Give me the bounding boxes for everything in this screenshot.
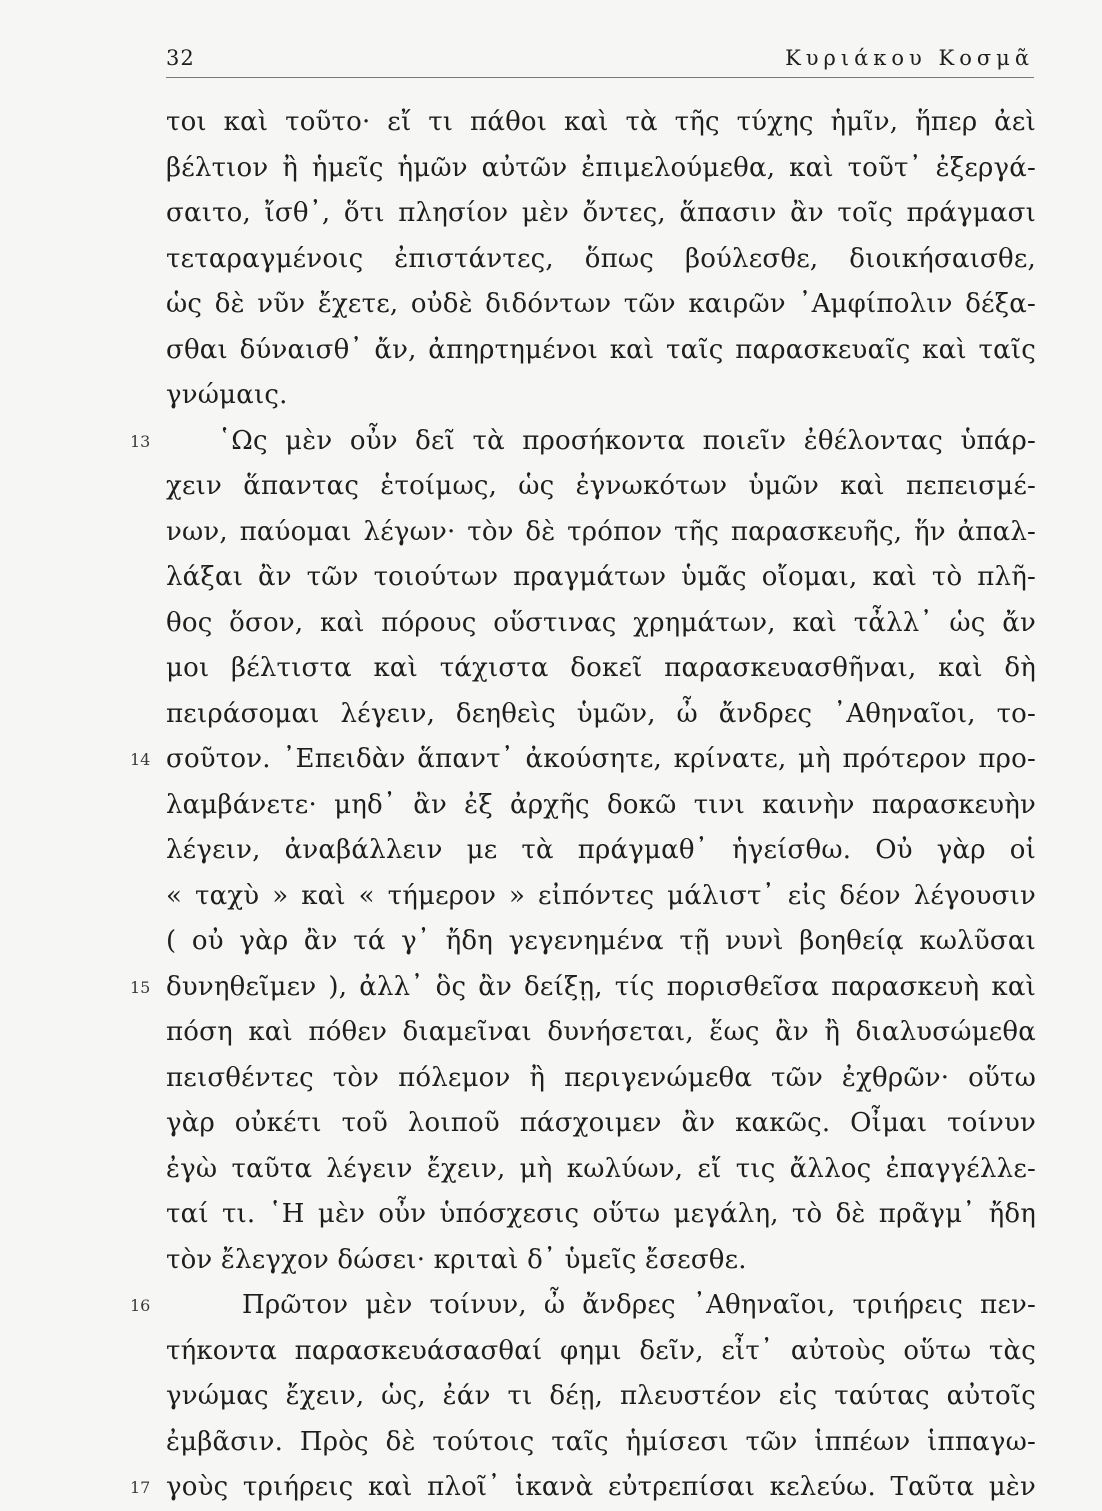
line-text: τὸν ἔλεγχον δώσει· κριταὶ δ᾽ ὑμεῖς ἔσεσθε. (166, 1244, 747, 1275)
text-line (166, 919, 1036, 965)
section-number: 14 (130, 750, 151, 769)
line-text: δυνηθεῖμεν ), ἀλλ᾽ ὃς ἂν δείξῃ, τίς πορισθεῖσα παρασκευὴ καὶ (166, 971, 1036, 1002)
line-text: λαμβάνετε· μηδ᾽ ἂν ἐξ ἀρχῆς δοκῶ τινι καινὴν παρασκευὴν (166, 789, 1036, 820)
text-line (166, 1101, 1036, 1147)
text-line (166, 555, 1036, 601)
section-number: 13 (130, 431, 151, 451)
line-text: γνώμας ἔχειν, ὡς, ἐάν τι δέῃ, πλευστέον εἰς ταύτας αὐτοῖς (166, 1381, 1036, 1411)
page-number: 32 (166, 46, 195, 70)
line-text: λέγειν, ἀναβάλλειν με τὰ πράγμαθ᾽ ἡγείσθω. Οὐ γὰρ οἱ (166, 835, 1036, 865)
line-text: πειράσομαι λέγειν, δεηθεὶς ὑμῶν, ὦ ἄνδρες ᾿Αθηναῖοι, το- (166, 698, 1036, 729)
line-text: ( οὐ γὰρ ἂν τά γ᾽ ἤδη γεγενημένα τῇ νυνὶ βοηθείᾳ κωλῦσαι (166, 926, 1036, 956)
text-line (166, 191, 1036, 237)
text-line (166, 146, 1036, 192)
text-line (166, 1010, 1036, 1056)
text-line (166, 328, 1036, 374)
text-line (166, 1238, 1036, 1284)
text-line (130, 1283, 1036, 1329)
line-text: τοι καὶ τοῦτο· εἴ τι πάθοι καὶ τὰ τῆς τύχης ἡμῖν, ἥπερ ἀεὶ (166, 107, 1036, 137)
text-line (130, 1465, 1036, 1511)
text-line (166, 282, 1036, 328)
text-line (166, 646, 1036, 692)
text-line (166, 464, 1036, 510)
line-text: γὰρ οὐκέτι τοῦ λοιποῦ πάσχοιμεν ἂν κακῶς. Οἶμαι τοίνυν (166, 1108, 1036, 1138)
text-line (166, 1192, 1036, 1238)
line-text: ὡς δὲ νῦν ἔχετε, οὐδὲ διδόντων τῶν καιρῶν ᾿Αμφίπολιν δέξα- (166, 289, 1036, 319)
section-number: 16 (130, 1296, 151, 1315)
line-text: Πρῶτον μὲν τοίνυν, ὦ ἄνδρες ᾿Αθηναῖοι, τριήρεις πεν- (242, 1290, 1036, 1320)
line-text: πόση καὶ πόθεν διαμεῖναι δυνήσεται, ἕως ἂν ἢ διαλυσώμεθα (166, 1017, 1036, 1047)
page-header (166, 44, 1034, 80)
body-text (130, 100, 1036, 1511)
text-line (166, 601, 1036, 647)
header-rule (166, 77, 1034, 78)
line-text: πεισθέντες τὸν πόλεμον ἢ περιγενώμεθα τῶν ἐχθρῶν· οὕτω (166, 1062, 1036, 1093)
line-text: ἐγὼ ταῦτα λέγειν ἔχειν, μὴ κωλύων, εἴ τις ἄλλος ἐπαγγέλλε- (166, 1153, 1036, 1184)
line-text: σαιτο, ἴσθ᾽, ὅτι πλησίον μὲν ὄντες, ἅπασιν ἂν τοῖς πράγμασι (166, 198, 1036, 228)
text-line (166, 1147, 1036, 1193)
line-text: τήκοντα παρασκευάσασθαί φημι δεῖν, εἶτ᾽ αὐτοὺς οὕτω τὰς (166, 1335, 1036, 1366)
running-head: Κυριάκου Κοσμᾶ (785, 46, 1034, 70)
text-line (130, 419, 1036, 465)
line-text: ῾Ως μὲν οὖν δεῖ τὰ προσήκοντα ποιεῖν ἐθέλοντας ὑπάρ- (218, 425, 1036, 456)
line-text: θος ὅσον, καὶ πόρους οὕστινας χρημάτων, καὶ τἆλλ᾽ ὡς ἄν (166, 607, 1036, 638)
text-line (166, 1056, 1036, 1102)
text-line (166, 510, 1036, 556)
text-line (166, 874, 1036, 920)
line-text: τεταραγμένοις ἐπιστάντες, ὅπως βούλεσθε, διοικήσαισθε, (166, 243, 1036, 274)
line-text: ἐμβᾶσιν. Πρὸς δὲ τούτοις ταῖς ἡμίσεσι τῶν ἱππέων ἱππαγω- (166, 1426, 1036, 1457)
text-line (166, 783, 1036, 829)
text-line (166, 692, 1036, 738)
line-text: σοῦτον. ᾿Επειδὰν ἅπαντ᾽ ἀκούσητε, κρίνατε, μὴ πρότερον προ- (166, 744, 1036, 774)
text-line (130, 965, 1036, 1011)
text-line (166, 1420, 1036, 1466)
text-line (166, 828, 1036, 874)
line-text: χειν ἅπαντας ἑτοίμως, ὡς ἐγνωκότων ὑμῶν καὶ πεπεισμέ- (166, 471, 1036, 501)
line-text: « ταχὺ » καὶ « τήμερον » εἰπόντες μάλιστ᾽ εἰς δέον λέγουσιν (166, 880, 1036, 911)
text-line (166, 1374, 1036, 1420)
line-text: βέλτιον ἢ ἡμεῖς ἡμῶν αὐτῶν ἐπιμελούμεθα, καὶ τοῦτ᾽ ἐξεργά- (166, 152, 1036, 183)
line-text: ταί τι. ῾Η μὲν οὖν ὑπόσχεσις οὕτω μεγάλη, τὸ δὲ πρᾶγμ᾽ ἤδη (166, 1199, 1036, 1229)
text-line (130, 737, 1036, 783)
text-line (166, 100, 1036, 146)
line-text: σθαι δύναισθ᾽ ἄν, ἀπηρτημένοι καὶ ταῖς παρασκευαῖς καὶ ταῖς (166, 334, 1036, 365)
section-number: 15 (130, 977, 151, 997)
line-text: λάξαι ἂν τῶν τοιούτων πραγμάτων ὑμᾶς οἴομαι, καὶ τὸ πλῆ- (166, 562, 1036, 592)
line-text: γνώμαις. (166, 380, 288, 410)
line-text: νων, παύομαι λέγων· τὸν δὲ τρόπον τῆς παρασκευῆς, ἥν ἀπαλ- (166, 516, 1036, 547)
text-line (166, 373, 1036, 419)
line-text: μοι βέλτιστα καὶ τάχιστα δοκεῖ παρασκευασθῆναι, καὶ δὴ (166, 653, 1036, 683)
text-line (166, 1329, 1036, 1375)
section-number: 17 (130, 1478, 151, 1497)
line-text: γοὺς τριήρεις καὶ πλοῖ᾽ ἱκανὰ εὐτρεπίσαι κελεύω. Ταῦτα μὲν (166, 1472, 1036, 1502)
text-line (166, 237, 1036, 283)
